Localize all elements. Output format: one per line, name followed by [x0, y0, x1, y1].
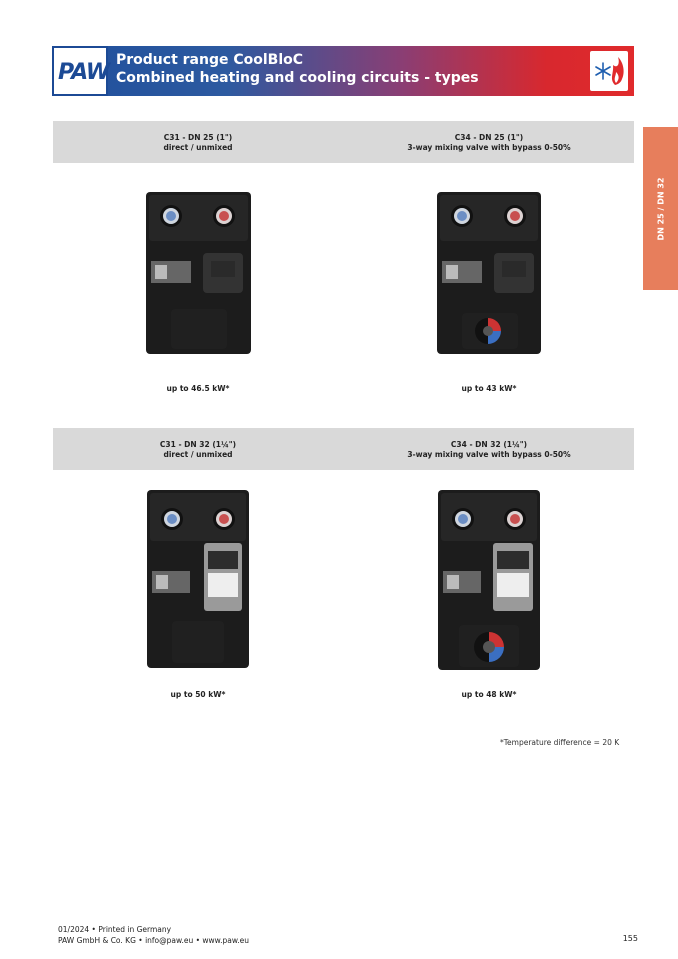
- page-subtitle: Combined heating and cooling circuits - types: [116, 70, 479, 86]
- snowflake-flame-icon: [590, 51, 628, 91]
- section-tab-label: DN 25 / DN 32: [656, 177, 665, 240]
- model-label: C34 - DN 32 (1¼"): [450, 440, 528, 449]
- row2-right-capacity: up to 48 kW*: [461, 690, 517, 699]
- section-tab: [643, 127, 678, 290]
- row2-left-heading: [53, 440, 343, 460]
- row1-left-heading: [53, 133, 343, 153]
- footer-print-info: 01/2024 • Printed in Germany: [58, 925, 172, 934]
- row2-left-capacity: up to 50 kW*: [170, 690, 226, 699]
- paw-logo: [52, 46, 108, 96]
- model-label: C31 - DN 25 (1"): [163, 133, 233, 142]
- model-label: C34 - DN 25 (1"): [454, 133, 524, 142]
- product-image-c34-dn25: [436, 191, 542, 355]
- footnote: *Temperature difference = 20 K: [500, 738, 620, 747]
- model-label: C31 - DN 32 (1¼"): [159, 440, 237, 449]
- footer-contact: PAW GmbH & Co. KG • info@paw.eu • www.paw.eu: [58, 936, 250, 945]
- page-number: 155: [622, 934, 638, 943]
- product-image-c31-dn25: [145, 191, 252, 355]
- logo-text: PAW: [58, 60, 110, 85]
- row1-right-capacity: up to 43 kW*: [461, 384, 517, 393]
- row1-right-heading: [344, 133, 634, 153]
- row1-left-capacity: up to 46.5 kW*: [166, 384, 230, 393]
- model-desc: 3-way mixing valve with bypass 0-50%: [407, 450, 571, 459]
- row2-right-heading: [344, 440, 634, 460]
- product-image-c31-dn32: [146, 489, 250, 669]
- product-image-c34-dn32: [437, 489, 541, 671]
- model-desc: direct / unmixed: [163, 143, 233, 152]
- model-desc: 3-way mixing valve with bypass 0-50%: [407, 143, 571, 152]
- model-desc: direct / unmixed: [163, 450, 233, 459]
- page-title: Product range CoolBloC: [116, 52, 304, 68]
